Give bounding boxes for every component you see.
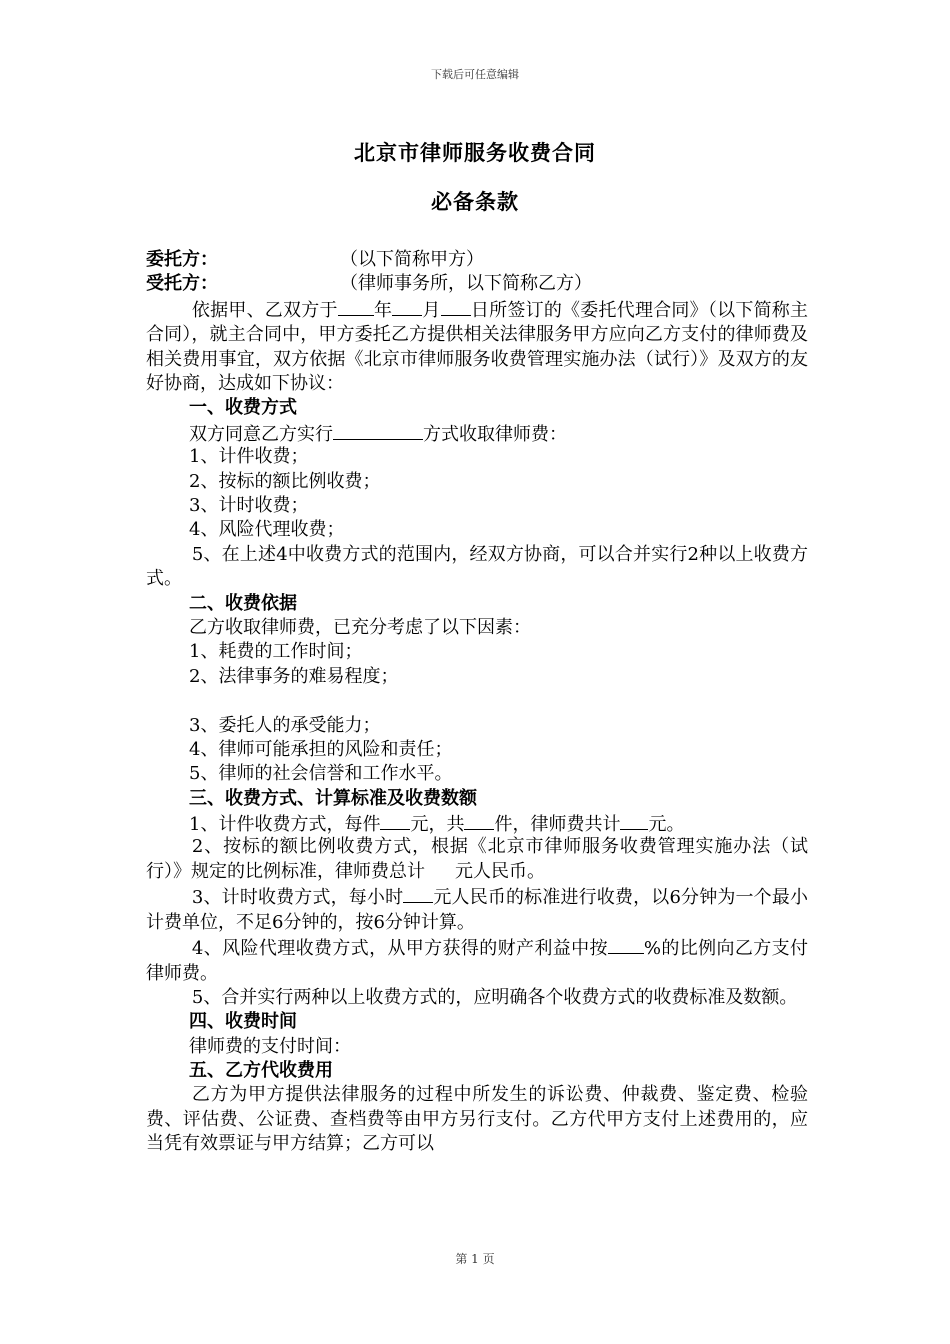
s3-p1-c: 件，律师费共计 — [494, 814, 621, 836]
section-3-heading: 三、收费方式、计算标准及收费数额 — [189, 787, 477, 809]
intro-text-4: 日所签订的《委托代理合同》（以下简称主合同），就主合同中，甲方委托乙方提供相关法律服务甲方应向乙方支付的律师费及相关费用事宜，双方依据《北京市律师服务收费管理实施办法（试行）》及双方的友好协商，达成如下协议： — [146, 299, 809, 394]
client-note: （以下简称甲方） — [340, 249, 484, 270]
s3-p1-d: 元。 — [648, 814, 685, 836]
s2-item: 3、委托人的承受能力； — [189, 714, 381, 736]
agent-label: 受托方： — [146, 273, 218, 295]
blank-line — [146, 689, 808, 713]
s3-p4-b: %的比例向乙方支付律师费。 — [146, 938, 809, 984]
page-number: 第 1 页 — [455, 1252, 495, 1266]
s1-item: 4、风险代理收费； — [189, 519, 345, 541]
s1-item: 2、按标的额比例收费； — [189, 470, 381, 492]
s2-lead: 乙方收取律师费，已充分考虑了以下因素： — [189, 616, 531, 638]
s3-para-4 — [146, 935, 808, 986]
per-item-blank — [380, 811, 410, 830]
intro-text-2: 年 — [373, 299, 393, 321]
document-title: 北京市律师服务收费合同 — [354, 141, 596, 165]
intro-text-1: 依据甲、乙双方于 — [191, 299, 338, 321]
client-label: 委托方： — [146, 249, 218, 270]
s3-p2-a: 2、按标的额比例收费方式，根据《北京市律师服务收费管理实施办法（试行）》规定的比例标准，律师费总计 — [146, 836, 808, 882]
section-1-lead — [146, 421, 808, 445]
s5-paragraph: 乙方为甲方提供法律服务的过程中所发生的诉讼费、仲裁费、鉴定费、检验费、评估费、公证费、查档费等由甲方另行支付。乙方代甲方支付上述费用的，应当凭有效票证与甲方结算；乙方可以 — [146, 1084, 808, 1155]
s3-para-3 — [146, 884, 808, 935]
s1-item-5: 5、在上述4中收费方式的范围内，经双方协商，可以合并实行2种以上收费方式。 — [146, 543, 808, 590]
total-fee-blank — [620, 811, 648, 830]
s3-para-5: 5、合并实行两种以上收费方式的，应明确各个收费方式的收费标准及数额。 — [191, 986, 798, 1008]
s3-p3-b: 元人民币的标准进行收费，以6分钟为一个最小计费单位，不足6分钟的，按6分钟计算。 — [146, 887, 808, 933]
section-5-heading: 五、乙方代收费用 — [189, 1060, 333, 1082]
s2-item: 4、律师可能承担的风险和责任； — [189, 738, 453, 760]
s3-p3-a: 3、计时收费方式，每小时 — [191, 887, 404, 909]
section-1-heading: 一、收费方式 — [189, 397, 297, 419]
s3-p2-b: 元人民币。 — [455, 860, 545, 882]
document-body — [146, 248, 808, 1157]
intro-paragraph — [146, 297, 808, 397]
s4-lead: 律师费的支付时间： — [189, 1035, 351, 1057]
page-header-note: 下载后可任意编辑 — [431, 68, 519, 81]
section-2-heading: 二、收费依据 — [189, 592, 297, 614]
s1-lead-a: 双方同意乙方实行 — [189, 423, 333, 445]
month-blank — [392, 297, 422, 316]
s1-lead-b: 方式收取律师费： — [423, 423, 567, 445]
s3-para-2 — [146, 835, 808, 884]
document-subtitle: 必备条款 — [431, 190, 519, 214]
day-blank — [441, 297, 471, 316]
s2-item: 5、律师的社会信誉和工作水平。 — [189, 763, 453, 785]
s1-item: 3、计时收费； — [189, 494, 309, 516]
s2-item: 1、耗费的工作时间； — [189, 641, 363, 663]
year-blank — [338, 297, 374, 316]
hourly-rate-blank — [403, 884, 433, 903]
s3-p1-a: 1、计件收费方式，每件 — [189, 814, 381, 836]
s1-item: 1、计件收费； — [189, 446, 309, 468]
s2-item: 2、法律事务的难易程度； — [189, 665, 399, 687]
s3-p4-a: 4、风险代理收费方式，从甲方获得的财产利益中按 — [191, 938, 608, 960]
client-party-line — [146, 248, 808, 272]
section-4-heading: 四、收费时间 — [189, 1011, 297, 1033]
agent-note: （律师事务所，以下简称乙方） — [340, 273, 592, 295]
item-count-blank — [464, 811, 494, 830]
agent-party-line — [146, 272, 808, 296]
percent-blank — [608, 935, 644, 954]
fee-method-blank — [333, 421, 423, 440]
s3-p1-b: 元，共 — [410, 814, 465, 836]
intro-text-3: 月 — [422, 299, 441, 321]
s3-para-1 — [146, 811, 808, 835]
